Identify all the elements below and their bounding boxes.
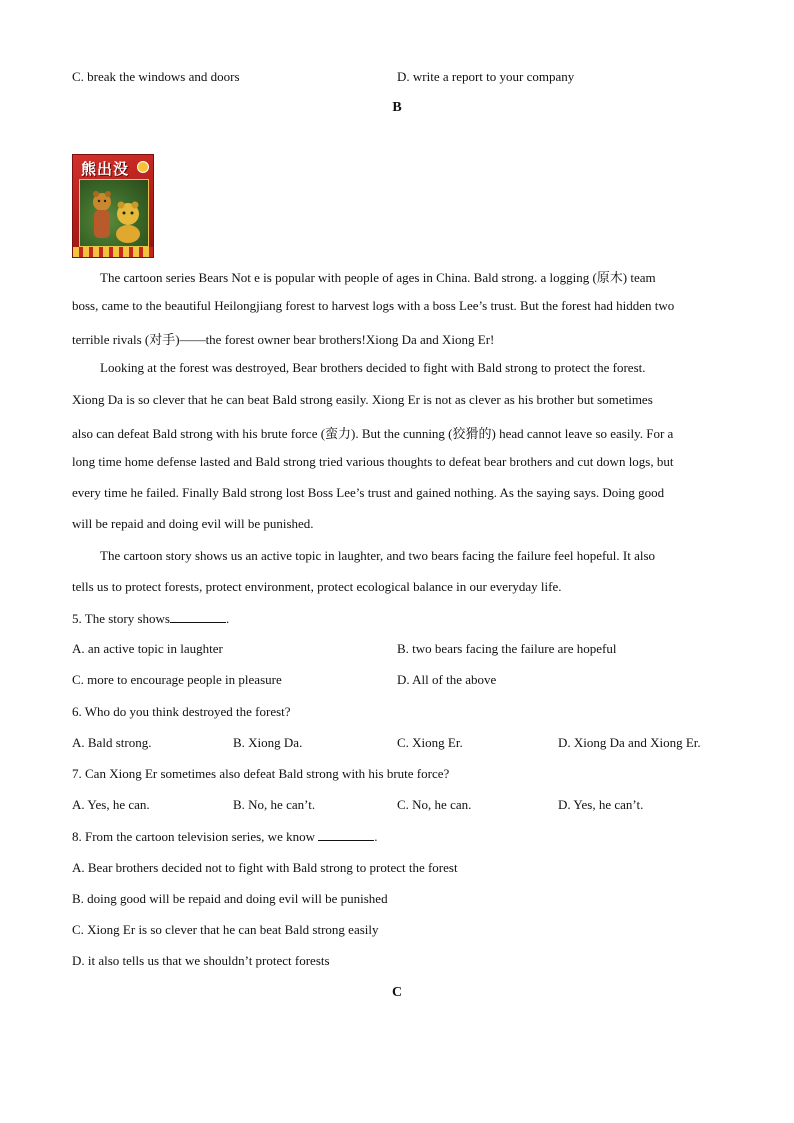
cover-badge-icon xyxy=(137,161,149,173)
section-heading-b: B xyxy=(392,100,402,115)
q5-option-d: D. All of the above xyxy=(397,672,497,687)
q6-option-a: A. Bald strong. xyxy=(72,735,152,750)
question-stem-end: . xyxy=(374,829,378,844)
answer-blank[interactable] xyxy=(170,610,226,623)
cover-strip xyxy=(73,247,153,257)
option-c-prev: C. break the windows and doors xyxy=(72,69,240,84)
passage-line: The cartoon story shows us an active topic in laughter, and two bears facing the failure feel hopeful. It also xyxy=(100,548,656,563)
q7-option-c: C. No, he can. xyxy=(397,797,472,812)
passage-line: long time home defense lasted and Bald strong tried various thoughts to defeat bear brothers and cut down logs, but xyxy=(72,454,674,469)
question-stem-text: 8. From the cartoon television series, we know xyxy=(72,829,315,844)
q7-option-b: B. No, he can’t. xyxy=(233,797,316,812)
q7-option-d: D. Yes, he can’t. xyxy=(558,797,644,812)
passage-line: also can defeat Bald strong with his brute force (蛮力). But the cunning (狡猾的) head cannot leave so easily. For a xyxy=(72,426,674,441)
question-6-stem: 6. Who do you think destroyed the forest? xyxy=(72,704,291,719)
q6-option-b: B. Xiong Da. xyxy=(233,735,303,750)
passage-line: boss, came to the beautiful Heilongjiang forest to harvest logs with a boss Lee’s trust. But the forest had hidden two xyxy=(72,298,675,313)
passage-line: every time he failed. Finally Bald strong lost Boss Lee’s trust and gained nothing. As the saying says. Doing good xyxy=(72,485,665,500)
q7-option-a: A. Yes, he can. xyxy=(72,797,150,812)
cover-scene xyxy=(79,179,149,247)
q8-option-c: C. Xiong Er is so clever that he can beat Bald strong easily xyxy=(72,922,379,937)
q5-option-c: C. more to encourage people in pleasure xyxy=(72,672,282,687)
passage-line: tells us to protect forests, protect environment, protect ecological balance in our everyday life. xyxy=(72,579,562,594)
q8-option-a: A. Bear brothers decided not to fight with Bald strong to protect the forest xyxy=(72,860,458,875)
question-stem-text: 5. The story shows xyxy=(72,611,170,626)
question-7-stem: 7. Can Xiong Er sometimes also defeat Bald strong with his brute force? xyxy=(72,766,450,781)
answer-blank[interactable] xyxy=(318,828,374,841)
passage-line: The cartoon series Bears Not e is popular with people of ages in China. Bald strong. a logging (原木) team xyxy=(100,270,656,285)
q5-option-a: A. an active topic in laughter xyxy=(72,641,223,656)
cartoon-cover-image xyxy=(72,154,154,258)
question-5-stem xyxy=(72,610,229,627)
q6-option-c: C. Xiong Er. xyxy=(397,735,463,750)
passage-line: Xiong Da is so clever that he can beat Bald strong easily. Xiong Er is not as clever as his brother but sometimes xyxy=(72,392,653,407)
passage-line: Looking at the forest was destroyed, Bear brothers decided to fight with Bald strong to protect the forest. xyxy=(100,360,646,375)
question-stem-end: . xyxy=(225,611,230,626)
cover-title: 熊出没 xyxy=(81,160,130,178)
q5-option-b: B. two bears facing the failure are hopeful xyxy=(397,641,617,656)
q6-option-d: D. Xiong Da and Xiong Er. xyxy=(558,735,701,750)
q8-option-d: D. it also tells us that we shouldn’t protect forests xyxy=(72,953,330,968)
passage-line: will be repaid and doing evil will be punished. xyxy=(72,516,314,531)
option-d-prev: D. write a report to your company xyxy=(397,69,575,84)
bear-characters-icon xyxy=(80,180,148,246)
passage-line: terrible rivals (对手)——the forest owner bear brothers!Xiong Da and Xiong Er! xyxy=(72,332,495,347)
section-heading-c: C xyxy=(391,985,403,1000)
question-8-stem xyxy=(72,828,377,845)
q8-option-b: B. doing good will be repaid and doing evil will be punished xyxy=(72,891,388,906)
